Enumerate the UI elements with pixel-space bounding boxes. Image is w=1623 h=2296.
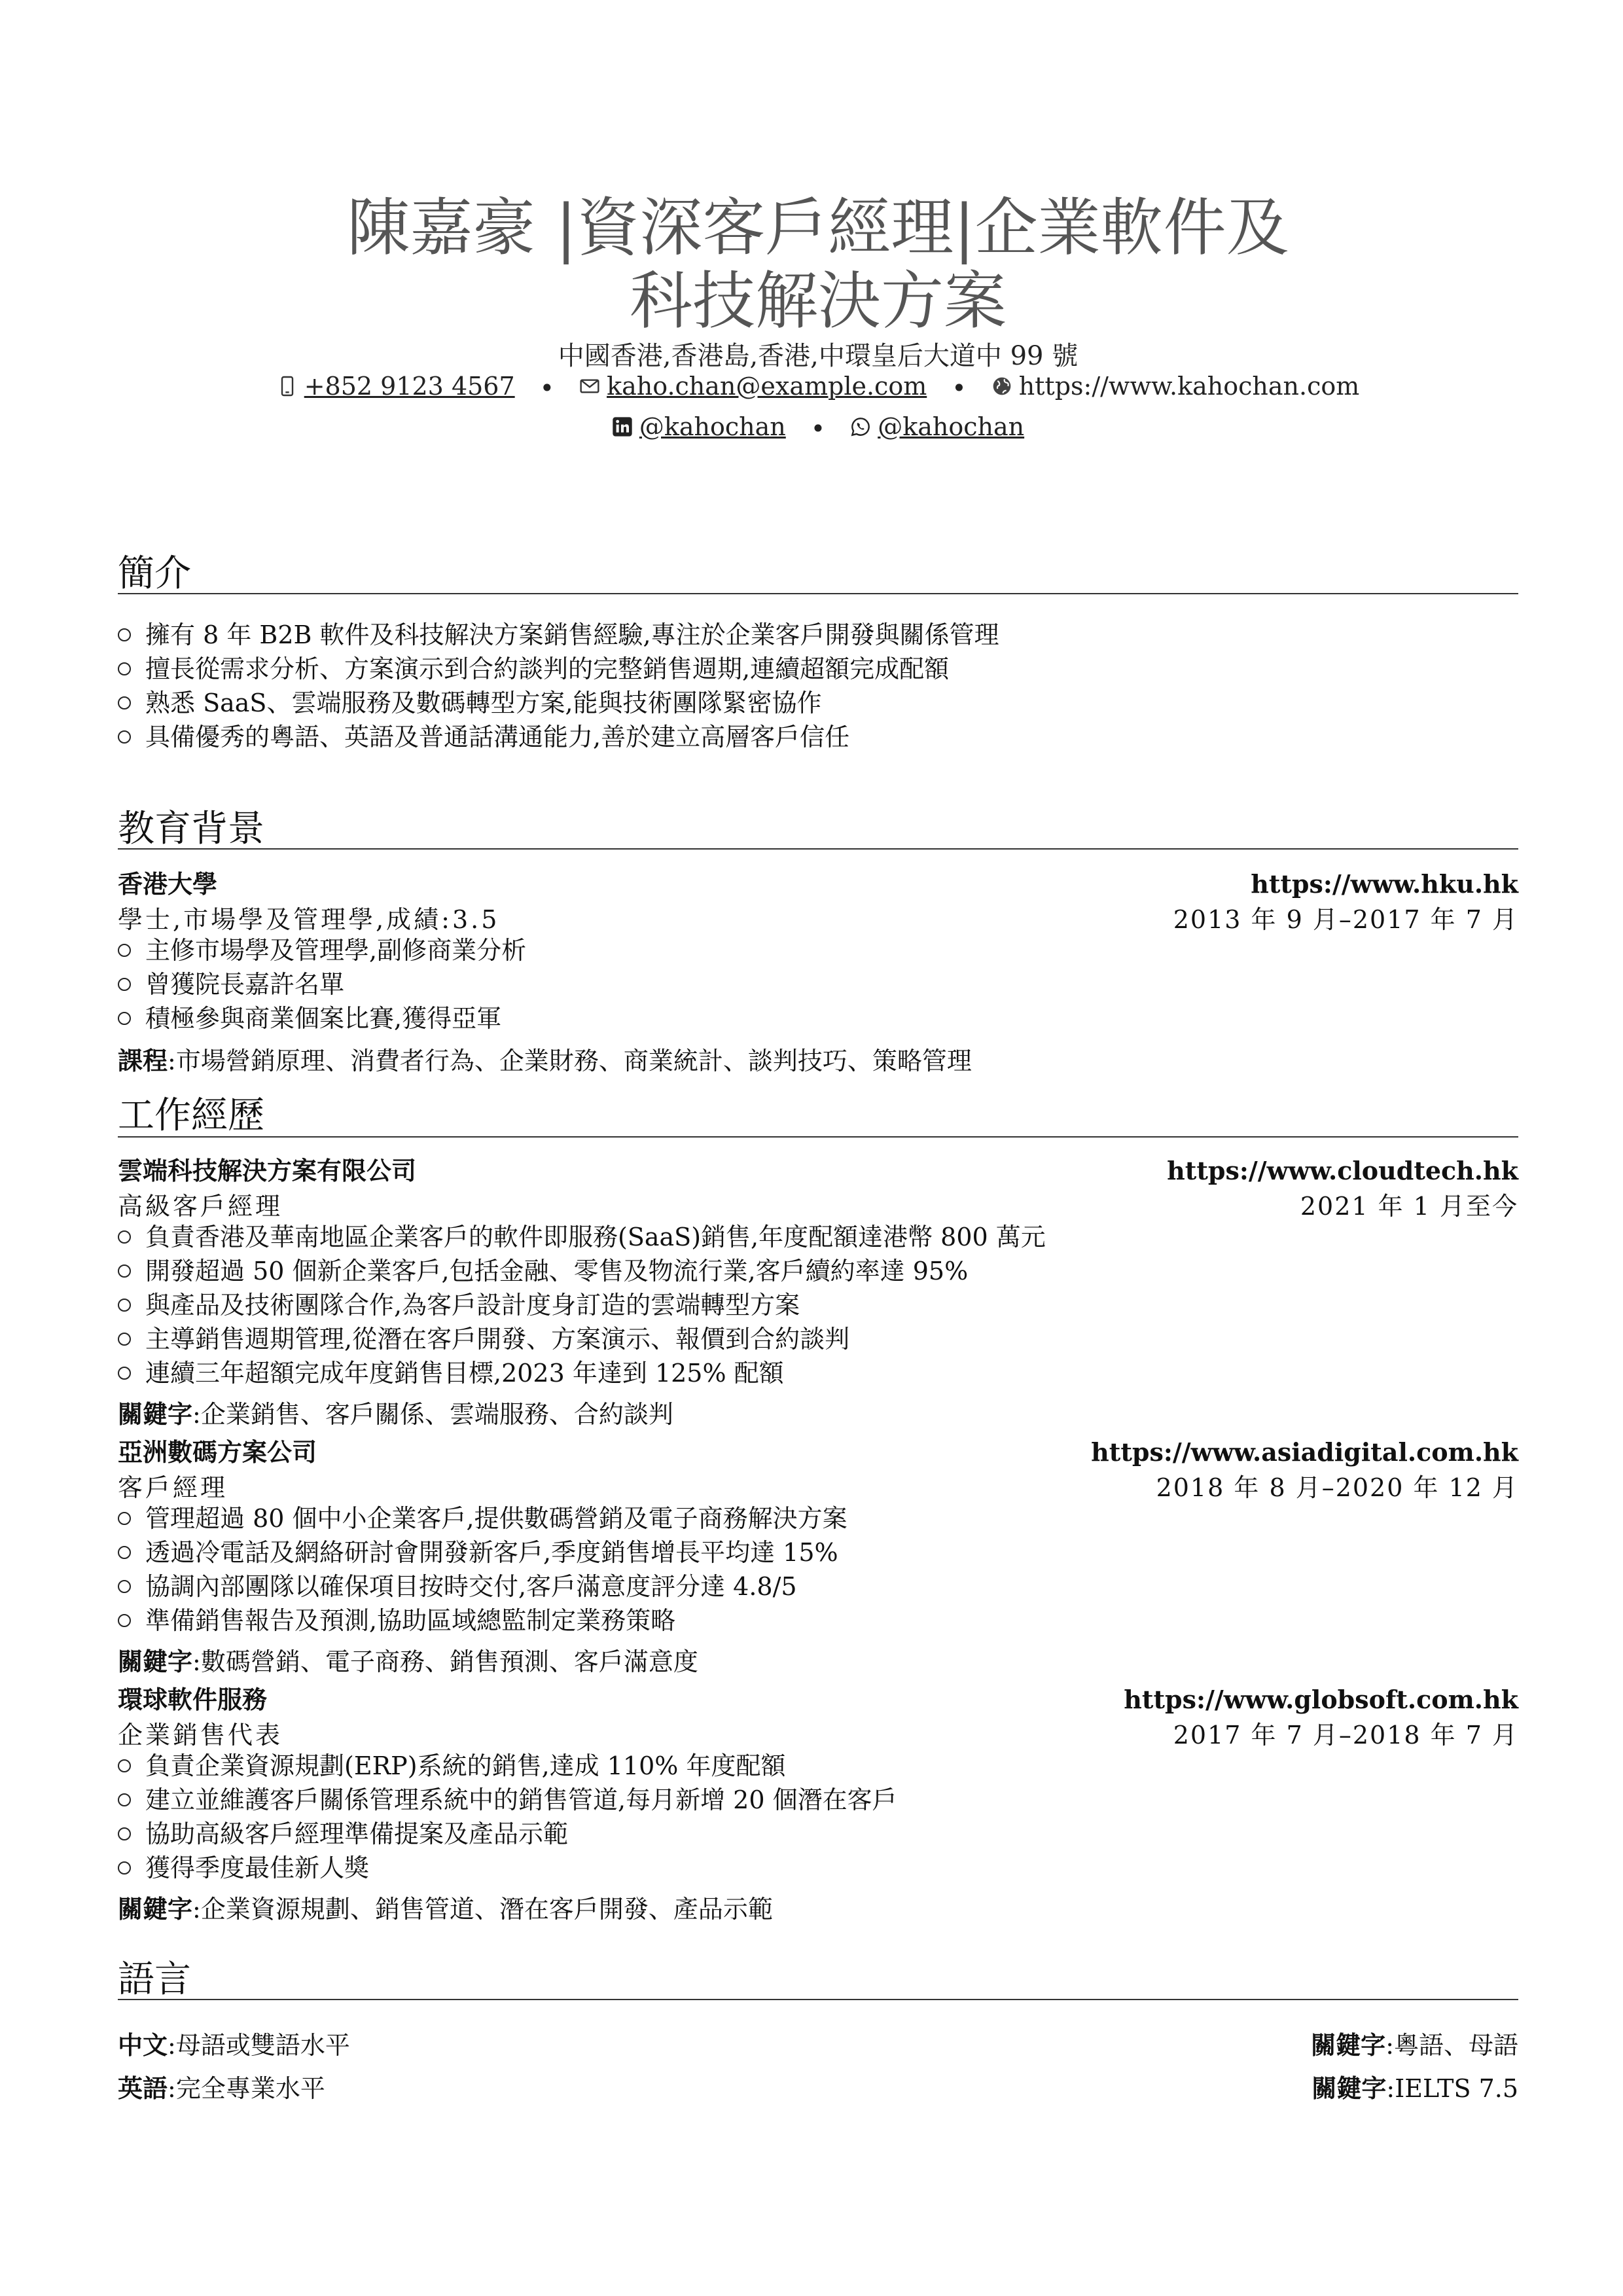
title-line-2: 科技解決方案 [630, 264, 1007, 338]
email-text[interactable]: kaho.chan@example.com [607, 372, 927, 401]
keywords-text: :數碼營銷、電子商務、銷售預測、客戶滿意度 [192, 1647, 698, 1676]
job-header [118, 1151, 1518, 1187]
list-item: 管理超過 80 個中小企業客戶,提供數碼營銷及電子商務解決方案 [118, 1501, 1518, 1535]
job-header [118, 1679, 1518, 1715]
phone-text[interactable]: +852 9123 4567 [304, 372, 515, 401]
list-item: 開發超過 50 個新企業客戶,包括金融、零售及物流行業,客戶續約率達 95% [118, 1254, 1518, 1288]
job-keywords [118, 1889, 773, 1925]
list-item: 建立並維護客戶關係管理系統中的銷售管道,每月新增 20 個潛在客戶 [118, 1783, 1518, 1817]
linkedin-icon [612, 416, 633, 437]
list-item: 與產品及技術團隊合作,為客戶設計度身訂造的雲端轉型方案 [118, 1288, 1518, 1322]
website-link[interactable] [991, 372, 1360, 401]
list-item: 曾獲院長嘉許名單 [118, 967, 1518, 1001]
company-url[interactable]: https://www.cloudtech.hk [1167, 1156, 1518, 1185]
list-item: 擁有 8 年 B2B 軟件及科技解決方案銷售經驗,專注於企業客戶開發與關係管理 [118, 618, 1518, 652]
phone-link[interactable] [277, 372, 515, 401]
education-header [118, 864, 1518, 900]
summary-list [118, 618, 1518, 754]
email-link[interactable] [579, 372, 927, 401]
company-url[interactable]: https://www.asiadigital.com.hk [1091, 1437, 1518, 1467]
keywords-label: 關鍵字 [1311, 2031, 1386, 2060]
whatsapp-text[interactable]: @kahochan [878, 412, 1025, 441]
whatsapp-icon [850, 416, 871, 437]
job-dates: 2017 年 7 月–2018 年 7 月 [1173, 1721, 1518, 1749]
courses-label: 課程 [118, 1047, 168, 1075]
section-title-languages: 語言 [118, 1958, 191, 2001]
language-name: 英語 [118, 2074, 168, 2103]
school-name: 香港大學 [118, 870, 218, 899]
address: 中國香港,香港島,香港,中環皇后大道中 99 號 [558, 341, 1079, 371]
contact-line-1 [118, 372, 1518, 403]
education-subheader [118, 899, 1518, 935]
section-title-summary: 簡介 [118, 552, 191, 595]
job-subheader [118, 1715, 1518, 1751]
list-item: 熟悉 SaaS、雲端服務及數碼轉型方案,能與技術團隊緊密協作 [118, 686, 1518, 720]
language-level [118, 2025, 350, 2061]
keywords-label: 關鍵字 [118, 1895, 193, 1924]
job-keywords [118, 1641, 698, 1677]
contact-line-2 [118, 412, 1518, 443]
envelope-icon [579, 376, 600, 397]
title-line-1: 陳嘉豪 |資深客戶經理|企業軟件及 [347, 191, 1289, 264]
section-divider [118, 1136, 1518, 1138]
list-item: 準備銷售報告及預測,協助區域總監制定業務策略 [118, 1604, 1518, 1638]
list-item: 負責香港及華南地區企業客戶的軟件即服務(SaaS)銷售,年度配額達港幣 800 萬元 [118, 1220, 1518, 1254]
linkedin-text[interactable]: @kahochan [639, 412, 786, 441]
website-text[interactable]: https://www.kahochan.com [1018, 372, 1360, 401]
job-list [118, 1220, 1518, 1390]
job-role: 企業銷售代表 [118, 1721, 283, 1749]
separator: • [952, 374, 967, 403]
list-item: 擅長從需求分析、方案演示到合約談判的完整銷售週期,連續超額完成配額 [118, 652, 1518, 686]
list-item: 積極參與商業個案比賽,獲得亞軍 [118, 1001, 1518, 1035]
language-row [118, 2025, 1518, 2061]
keywords-text: :企業銷售、客戶關係、雲端服務、合約談判 [192, 1400, 673, 1429]
list-item: 具備優秀的粵語、英語及普通話溝通能力,善於建立高層客戶信任 [118, 720, 1518, 754]
company-name: 環球軟件服務 [118, 1685, 268, 1714]
school-url[interactable]: https://www.hku.hk [1251, 869, 1518, 899]
phone-icon [277, 376, 298, 397]
language-level-text: :完全專業水平 [168, 2074, 325, 2103]
section-divider [118, 848, 1518, 850]
job-role: 高級客戶經理 [118, 1192, 283, 1221]
section-title-experience: 工作經歷 [118, 1094, 264, 1137]
courses [118, 1041, 972, 1077]
job-list [118, 1749, 1518, 1885]
language-keywords [1311, 2068, 1518, 2104]
language-level-text: :母語或雙語水平 [168, 2031, 350, 2060]
list-item: 獲得季度最佳新人獎 [118, 1851, 1518, 1885]
job-keywords [118, 1394, 673, 1430]
degree: 學士,市場學及管理學,成績:3.5 [118, 905, 500, 934]
language-keywords [1311, 2025, 1518, 2061]
language-row [118, 2068, 1518, 2104]
keywords-label: 關鍵字 [1311, 2074, 1387, 2103]
section-title-education: 教育背景 [118, 808, 264, 850]
list-item: 主導銷售週期管理,從潛在客戶開發、方案演示、報價到合約談判 [118, 1322, 1518, 1356]
list-item: 主修市場學及管理學,副修商業分析 [118, 933, 1518, 967]
keywords-text: :IELTS 7.5 [1386, 2074, 1518, 2103]
list-item: 協調內部團隊以確保項目按時交付,客戶滿意度評分達 4.8/5 [118, 1570, 1518, 1604]
separator: • [810, 414, 826, 443]
list-item: 協助高級客戶經理準備提案及產品示範 [118, 1817, 1518, 1851]
list-item: 負責企業資源規劃(ERP)系統的銷售,達成 110% 年度配額 [118, 1749, 1518, 1783]
job-dates: 2021 年 1 月至今 [1300, 1192, 1518, 1221]
globe-icon [991, 376, 1012, 397]
keywords-text: :企業資源規劃、銷售管道、潛在客戶開發、產品示範 [192, 1895, 773, 1924]
section-divider [118, 1999, 1518, 2000]
job-list [118, 1501, 1518, 1638]
company-name: 雲端科技解決方案有限公司 [118, 1157, 417, 1185]
courses-text: :市場營銷原理、消費者行為、企業財務、商業統計、談判技巧、策略管理 [168, 1047, 972, 1075]
job-subheader [118, 1186, 1518, 1222]
education-list [118, 933, 1518, 1035]
language-level [118, 2068, 325, 2104]
job-role: 客戶經理 [118, 1473, 228, 1502]
linkedin-link[interactable] [612, 412, 786, 441]
job-header [118, 1432, 1518, 1468]
job-dates: 2018 年 8 月–2020 年 12 月 [1156, 1473, 1518, 1502]
page-title [118, 191, 1518, 338]
list-item: 連續三年超額完成年度銷售目標,2023 年達到 125% 配額 [118, 1356, 1518, 1390]
whatsapp-link[interactable] [850, 412, 1024, 441]
company-name: 亞洲數碼方案公司 [118, 1438, 317, 1467]
list-item: 透過冷電話及網絡研討會開發新客戶,季度銷售增長平均達 15% [118, 1535, 1518, 1570]
separator: • [539, 374, 555, 403]
education-dates: 2013 年 9 月–2017 年 7 月 [1173, 905, 1518, 934]
keywords-text: :粵語、母語 [1385, 2031, 1518, 2060]
job-subheader [118, 1467, 1518, 1503]
language-name: 中文 [118, 2031, 168, 2060]
section-divider [118, 593, 1518, 594]
keywords-label: 關鍵字 [118, 1400, 193, 1429]
keywords-label: 關鍵字 [118, 1647, 193, 1676]
company-url[interactable]: https://www.globsoft.com.hk [1124, 1685, 1518, 1714]
